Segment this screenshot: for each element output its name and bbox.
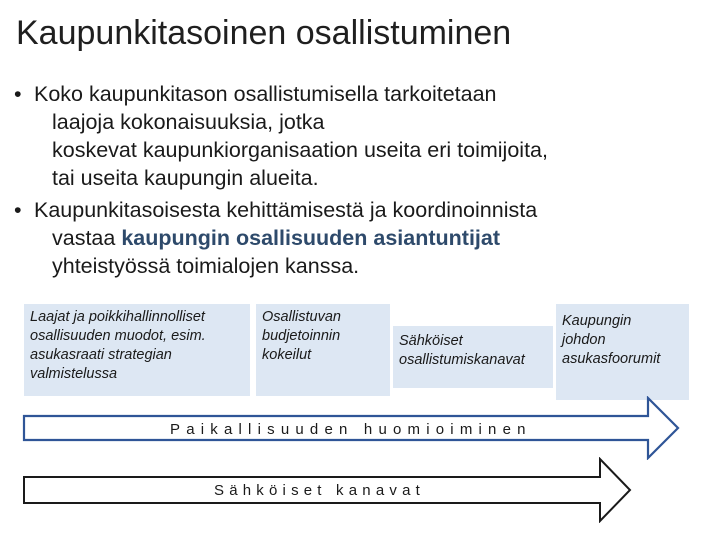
bullet-2-line-2 (34, 224, 704, 252)
bullet-2-line-2-text: vastaa (52, 226, 122, 250)
bullet-2-line-1: Kaupunkitasoisesta kehittämisestä ja koordinoinnista (34, 198, 538, 222)
arrow-label-paikallisuus: Paikallisuuden huomioiminen (170, 421, 532, 438)
bullet-dot: • (14, 82, 22, 106)
box-sahkoiset: Sähköiset osallistumiskanavat (393, 326, 553, 388)
bullet-2-line-3: yhteistyössä toimialojen kanssa. (52, 254, 360, 278)
highlight-text: kaupungin osallisuuden asiantuntijat (121, 226, 501, 250)
bullet-item-2 (14, 196, 704, 280)
box-asukasfoorumit: Kaupungin johdon asukasfoorumit (556, 304, 689, 400)
bullet-1-line-1: Koko kaupunkitason osallistumisella tarkoitetaan (34, 82, 497, 106)
bullet-item-1 (14, 80, 704, 192)
slide-title: Kaupunkitasoinen osallistuminen (16, 14, 512, 52)
box-laajat-muodot: Laajat ja poikkihallinnolliset osallisuuden muodot, esim. asukasraati strategian valmistelussa (24, 304, 250, 396)
bullet-1-line-4: tai useita kaupungin alueita. (52, 166, 319, 190)
bullet-dot: • (14, 198, 22, 222)
bullet-1-line-2: laajoja kokonaisuuksia, jotka (52, 110, 325, 134)
box-budjetointi: Osallistuvan budjetoinnin kokeilut (256, 304, 390, 396)
bullet-1-line-3: koskevat kaupunkiorganisaation useita eri toimijoita, (52, 138, 548, 162)
bullet-list (14, 80, 704, 284)
arrow-label-sahkoiset: Sähköiset kanavat (214, 482, 425, 499)
